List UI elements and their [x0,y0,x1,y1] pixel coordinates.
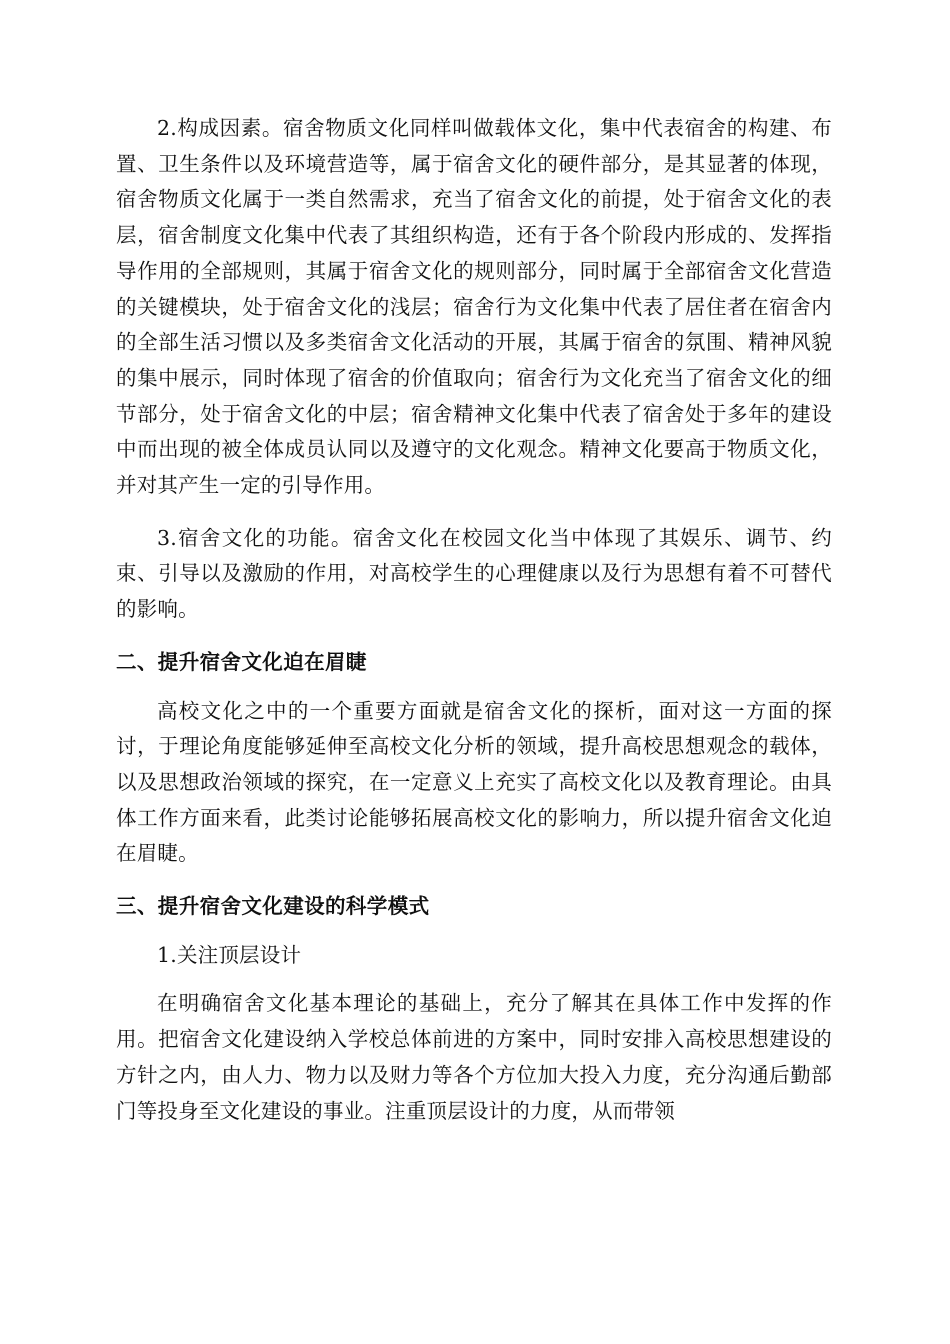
subheading-top-level-design: 1.关注顶层设计 [157,942,302,967]
section-heading-3: 三、提升宿舍文化建设的科学模式 [116,894,430,919]
paragraph-urgency: 高校文化之中的一个重要方面就是宿舍文化的探析，面对这一方面的探讨，于理论角度能够延伸至高校文化分析的领域，提升高校思想观念的载体，以及思想政治领域的探究，在一定意义上充实了高校文化以及教育理论。由具体工作方面来看，此类讨论能够拓展高校文化的影响力，所以提升宿舍文化迫在眉睫。 [116,698,832,866]
paragraph-dorm-culture-function: 3.宿舍文化的功能。宿舍文化在校园文化当中体现了其娱乐、调节、约束、引导以及激励的作用，对高校学生的心理健康以及行为思想有着不可替代的影响。 [116,525,832,622]
paragraph-composition-factors: 2.构成因素。宿舍物质文化同样叫做载体文化，集中代表宿舍的构建、布置、卫生条件以及环境营造等，属于宿舍文化的硬件部分，是其显著的体现，宿舍物质文化属于一类自然需求，充当了宿舍文化的前提，处于宿舍文化的表层，宿舍制度文化集中代表了其组织构造，还有于各个阶段内形成的、发挥指导作用的全部规则，其属于宿舍文化的规则部分，同时属于全部宿舍文化营造的关键模块，处于宿舍文化的浅层；宿舍行为文化集中代表了居住者在宿舍内的全部生活习惯以及多类宿舍文化活动的开展，其属于宿舍的氛围、精神风貌的集中展示，同时体现了宿舍的价值取向；宿舍行为文化充当了宿舍文化的细节部分，处于宿舍文化的中层；宿舍精神文化集中代表了宿舍处于多年的建设中而出现的被全体成员认同以及遵守的文化观念。精神文化要高于物质文化，并对其产生一定的引导作用。 [116,116,832,498]
document-page [116,111,832,1129]
section-heading-2: 二、提升宿舍文化迫在眉睫 [116,649,367,674]
paragraph-top-level-design: 在明确宿舍文化基本理论的基础上，充分了解其在具体工作中发挥的作用。把宿舍文化建设纳入学校总体前进的方案中，同时安排入高校思想建设的方针之内，由人力、物力以及财力等各个方位加大投入力度，充分沟通后勤部门等投身至文化建设的事业。注重顶层设计的力度，从而带领 [116,991,832,1123]
